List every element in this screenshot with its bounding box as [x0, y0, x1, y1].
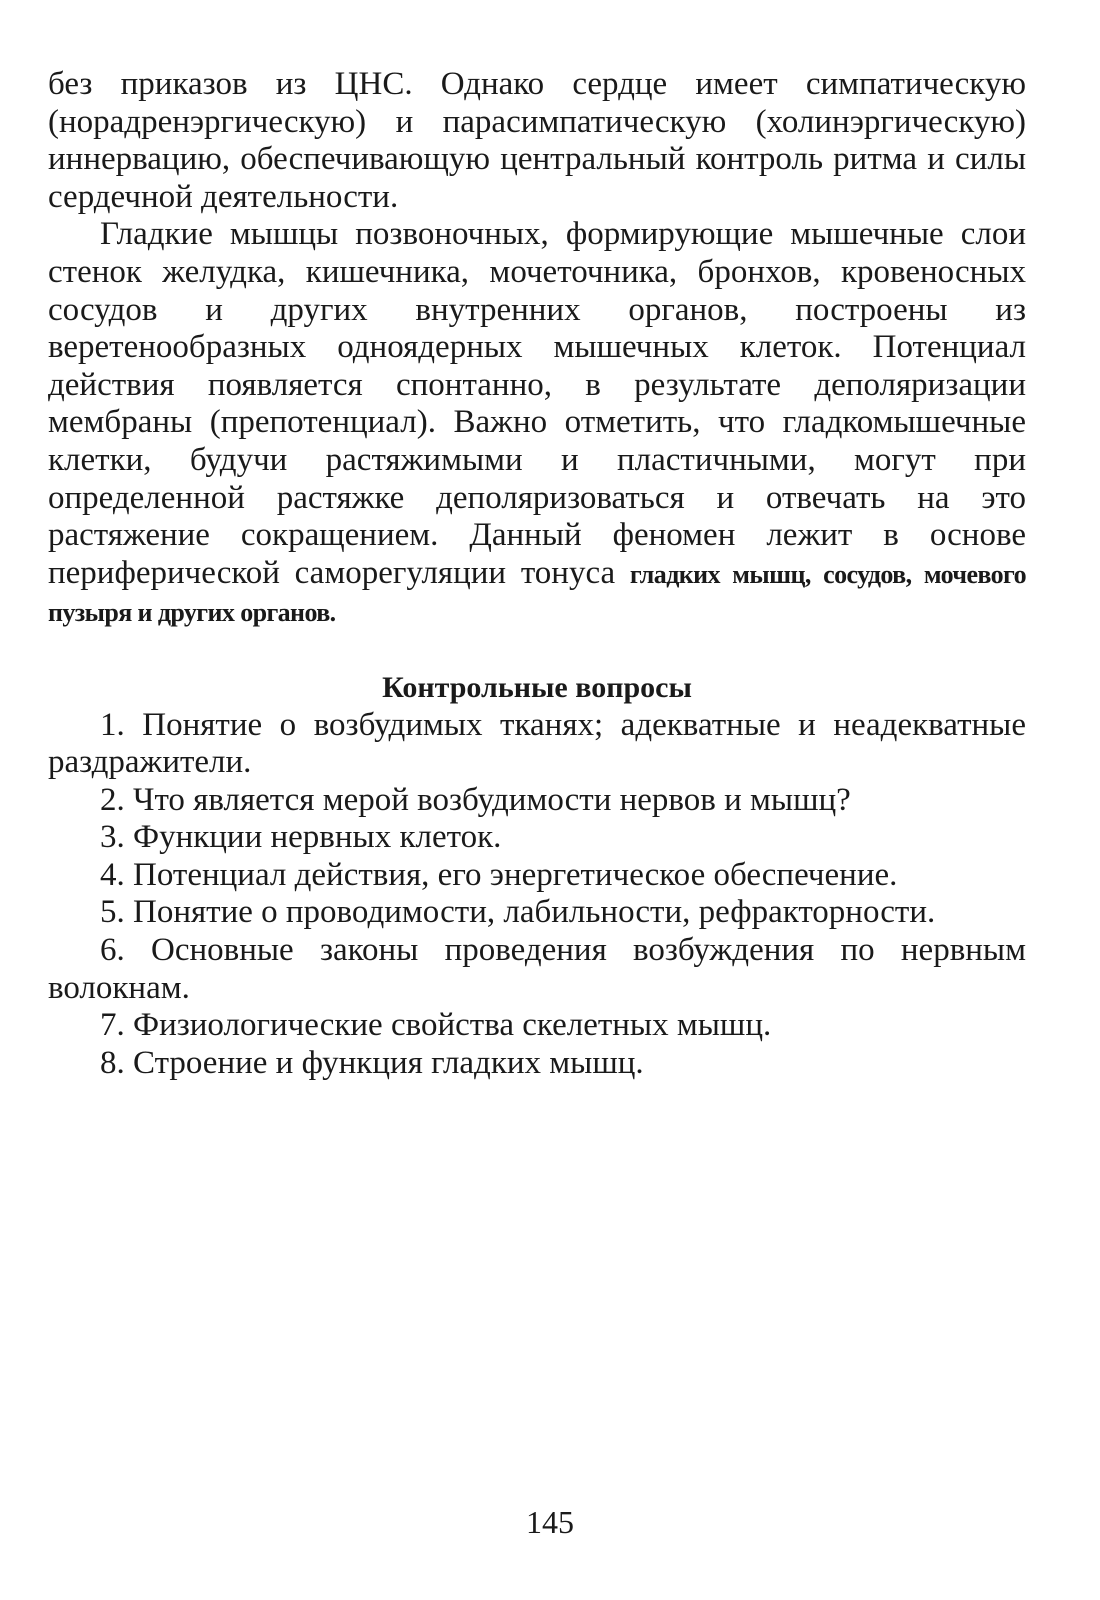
question-item: 2. Что является мерой возбудимости нервов и мышц? — [100, 781, 851, 818]
paragraph-smooth-muscles — [48, 216, 1026, 632]
page-number: 145 — [526, 1504, 574, 1540]
question-item: 1. Понятие о возбудимых тканях; адекватные и неадекватные раздражители. — [48, 706, 1026, 781]
section-heading: Контрольные вопросы — [382, 670, 692, 704]
paragraph-smooth-muscles-last-line: гладких мышц, сосудов, мочевого пузыря и других органов. — [48, 559, 1027, 628]
questions-list — [48, 707, 1026, 1083]
question-item: 5. Понятие о проводимости, лабильности, рефракторности. — [100, 894, 936, 931]
paragraph-cardiac-innervation: без приказов из ЦНС. Однако сердце имеет симпатическую (норадренэргическую) и парасимпатическую (холинэргическую) иннервацию, обеспечивающую центральный контроль ритма и силы сердечной деятельности. — [48, 66, 1026, 215]
question-item: 6. Основные законы проведения возбуждения по нервным волокнам. — [48, 932, 1026, 1006]
question-item: 4. Потенциал действия, его энергетическое обеспечение. — [100, 856, 898, 893]
question-item: 7. Физиологические свойства скелетных мышц. — [100, 1007, 772, 1044]
book-page — [48, 66, 1026, 1082]
paragraph-smooth-muscles-text: Гладкие мышцы позвоночных, формирующие мышечные слои стенок желудка, кишечника, мочеточника, бронхов, кровеносных сосудов и других внутренних органов, построены из веретенообразных одноядерных мышечных клеток. Потенциал действия появляется спонтанно, в результате деполяризации мембраны (препотенциал). Важно отметить, что гладкомышечные клетки, будучи растяжимыми и пластичными, могут при определенной растяжке деполяризоваться и отвечать на это растяжение сокращением. Данный феномен лежит в основе периферической саморегуляции тонуса — [48, 216, 1026, 591]
question-item: 3. Функции нервных клеток. — [100, 819, 502, 856]
question-item: 8. Строение и функция гладких мышц. — [100, 1044, 644, 1081]
